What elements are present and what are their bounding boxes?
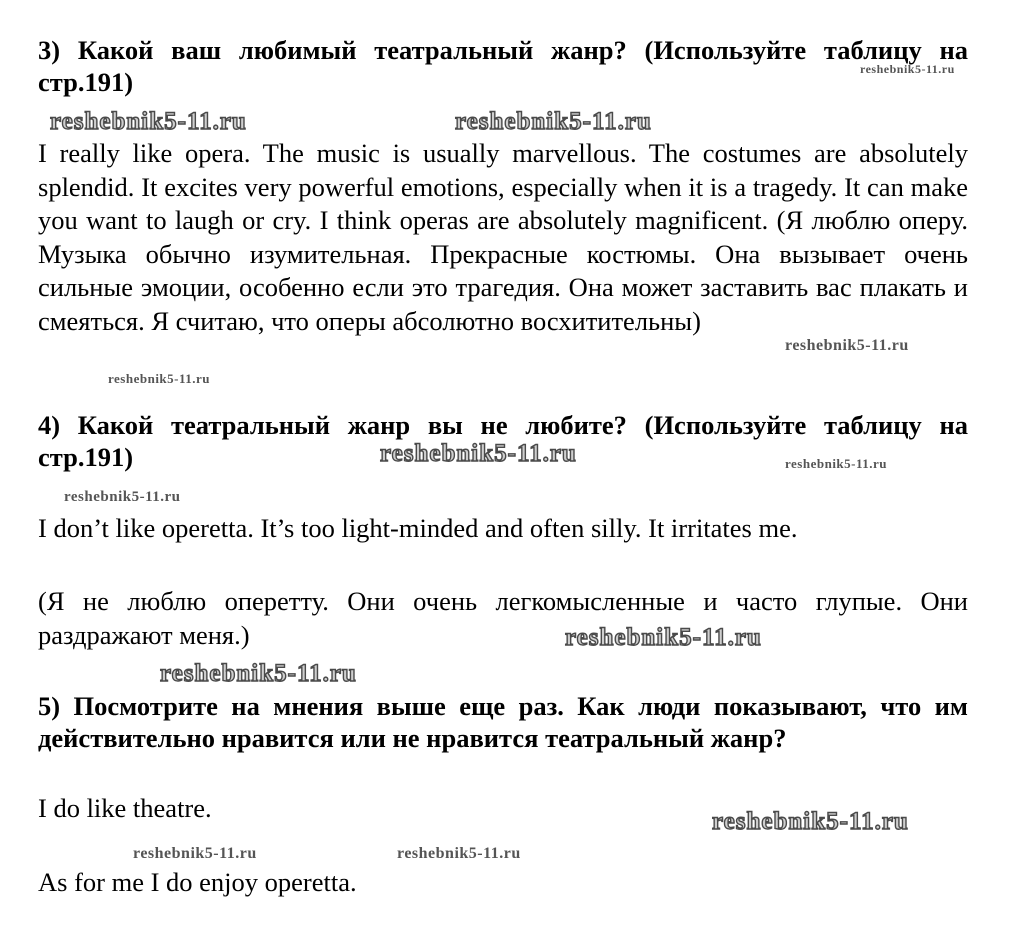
watermark: reshebnik5-11.ru [108, 371, 211, 386]
watermark: reshebnik5-11.ru [785, 337, 909, 354]
example-1: I do like theatre. [38, 793, 212, 823]
example-2: As for me I do enjoy operetta. [38, 867, 357, 897]
translation-4: (Я не люблю оперетту. Они очень легкомысленные и часто глупые. Они раздражают меня.) [38, 586, 968, 650]
answer-4: I don’t like operetta. It’s too light-minded and often silly. It irritates me. [38, 513, 798, 543]
question-5: 5) Посмотрите на мнения выше еще раз. Как люди показывают, что им действительно нравится или не нравится театральный жанр? [38, 691, 968, 753]
question-3: 3) Какой ваш любимый театральный жанр? (Используйте таблицу на стр.191) [38, 35, 968, 97]
watermark: reshebnik5-11.ru [133, 845, 257, 862]
watermark: reshebnik5-11.ru [64, 489, 181, 505]
watermark: reshebnik5-11.ru [860, 62, 955, 76]
watermark: reshebnik5-11.ru [455, 108, 652, 135]
watermark: reshebnik5-11.ru [160, 660, 357, 687]
watermark: reshebnik5-11.ru [785, 456, 888, 471]
watermark: reshebnik5-11.ru [397, 845, 521, 862]
watermark: reshebnik5-11.ru [565, 624, 762, 651]
watermark: reshebnik5-11.ru [712, 808, 909, 835]
watermark: reshebnik5-11.ru [380, 440, 577, 467]
question-4: 4) Какой театральный жанр вы не любите? (Используйте таблицу на стр.191) [38, 410, 968, 472]
answer-3: I really like opera. The music is usually marvellous. The costumes are absolutely splendid. It excites very powerful emotions, especially when it is a tragedy. It can make you want to laugh or cry. I think operas are absolutely magnificent. (Я люблю оперу. Музыка обычно изумительная. Прекрасные костюмы. Она вызывает очень сильные эмоции, особенно если это трагедия. Она может заставить вас плакать и смеяться. Я считаю, что оперы абсолютно восхитительны) [38, 138, 968, 336]
watermark: reshebnik5-11.ru [50, 108, 247, 135]
